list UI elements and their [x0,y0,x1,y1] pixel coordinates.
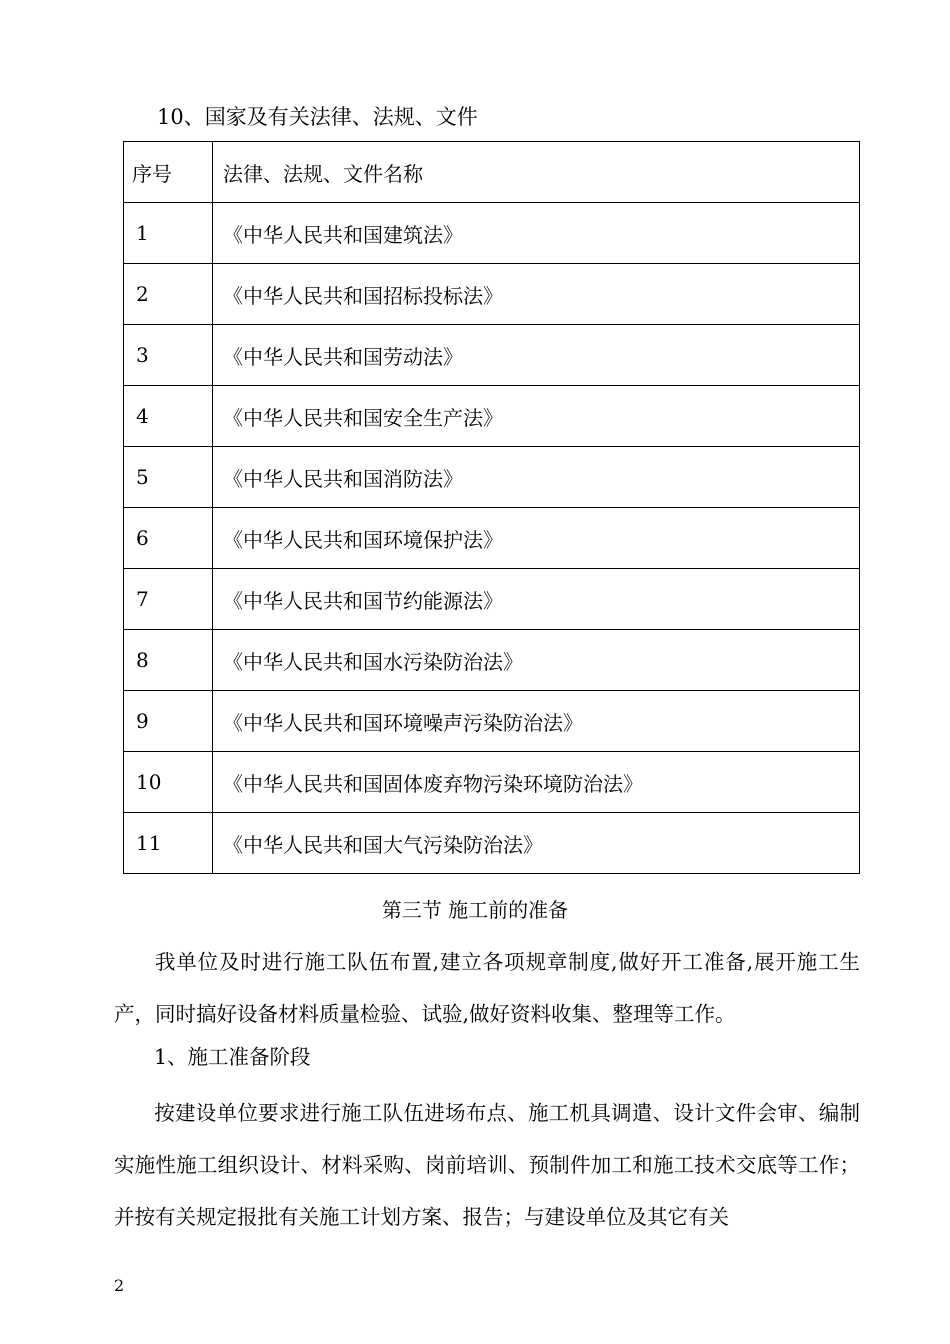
table-row [124,691,860,752]
table-row [124,447,860,508]
row-law-name: 《中华人民共和国招标投标法》 [213,264,860,325]
table-row [124,264,860,325]
paragraph-preparation-stage [114,1087,860,1243]
table-row [124,508,860,569]
table-row [124,325,860,386]
row-law-name: 《中华人民共和国安全生产法》 [213,386,860,447]
row-number: 6 [124,508,213,569]
row-law-name: 《中华人民共和国固体废弃物污染环境防治法》 [213,752,860,813]
row-number: 5 [124,447,213,508]
row-number: 9 [124,691,213,752]
header-serial-number: 序号 [124,142,213,203]
paragraph-preparation-intro [114,936,860,1040]
paragraph-text: 按建设单位要求进行施工队伍进场布点、施工机具调遣、设计文件会审、编制实施性施工组织设计、材料采购、岗前培训、预制件加工和施工技术交底等工作；并按有关规定报批有关施工计划方案、报告；与建设单位及其它有关 [114,1101,860,1229]
row-law-name: 《中华人民共和国环境噪声污染防治法》 [213,691,860,752]
laws-table [123,141,860,874]
row-law-name: 《中华人民共和国消防法》 [213,447,860,508]
table-row [124,813,860,874]
row-number: 4 [124,386,213,447]
table-row [124,569,860,630]
section-heading-10: 10、国家及有关法律、法规、文件 [157,105,478,129]
row-law-name: 《中华人民共和国节约能源法》 [213,569,860,630]
table-header-row [124,142,860,203]
row-number: 3 [124,325,213,386]
row-law-name: 《中华人民共和国环境保护法》 [213,508,860,569]
table-row [124,752,860,813]
paragraph-text: 我单位及时进行施工队伍布置,建立各项规章制度,做好开工准备,展开施工生产，同时搞好设备材料质量检验、试验,做好资料收集、整理等工作。 [114,950,860,1026]
row-law-name: 《中华人民共和国建筑法》 [213,203,860,264]
table-row [124,203,860,264]
header-law-name: 法律、法规、文件名称 [213,142,860,203]
table-row [124,630,860,691]
row-number: 11 [124,813,213,874]
row-law-name: 《中华人民共和国大气污染防治法》 [213,813,860,874]
row-number: 2 [124,264,213,325]
page-number: 2 [114,1276,125,1295]
row-number: 8 [124,630,213,691]
row-number: 1 [124,203,213,264]
row-number: 10 [124,752,213,813]
table-row [124,386,860,447]
section-title: 第三节 施工前的准备 [381,898,569,922]
subheading-preparation-stage: 1、施工准备阶段 [154,1045,311,1069]
row-number: 7 [124,569,213,630]
row-law-name: 《中华人民共和国劳动法》 [213,325,860,386]
row-law-name: 《中华人民共和国水污染防治法》 [213,630,860,691]
